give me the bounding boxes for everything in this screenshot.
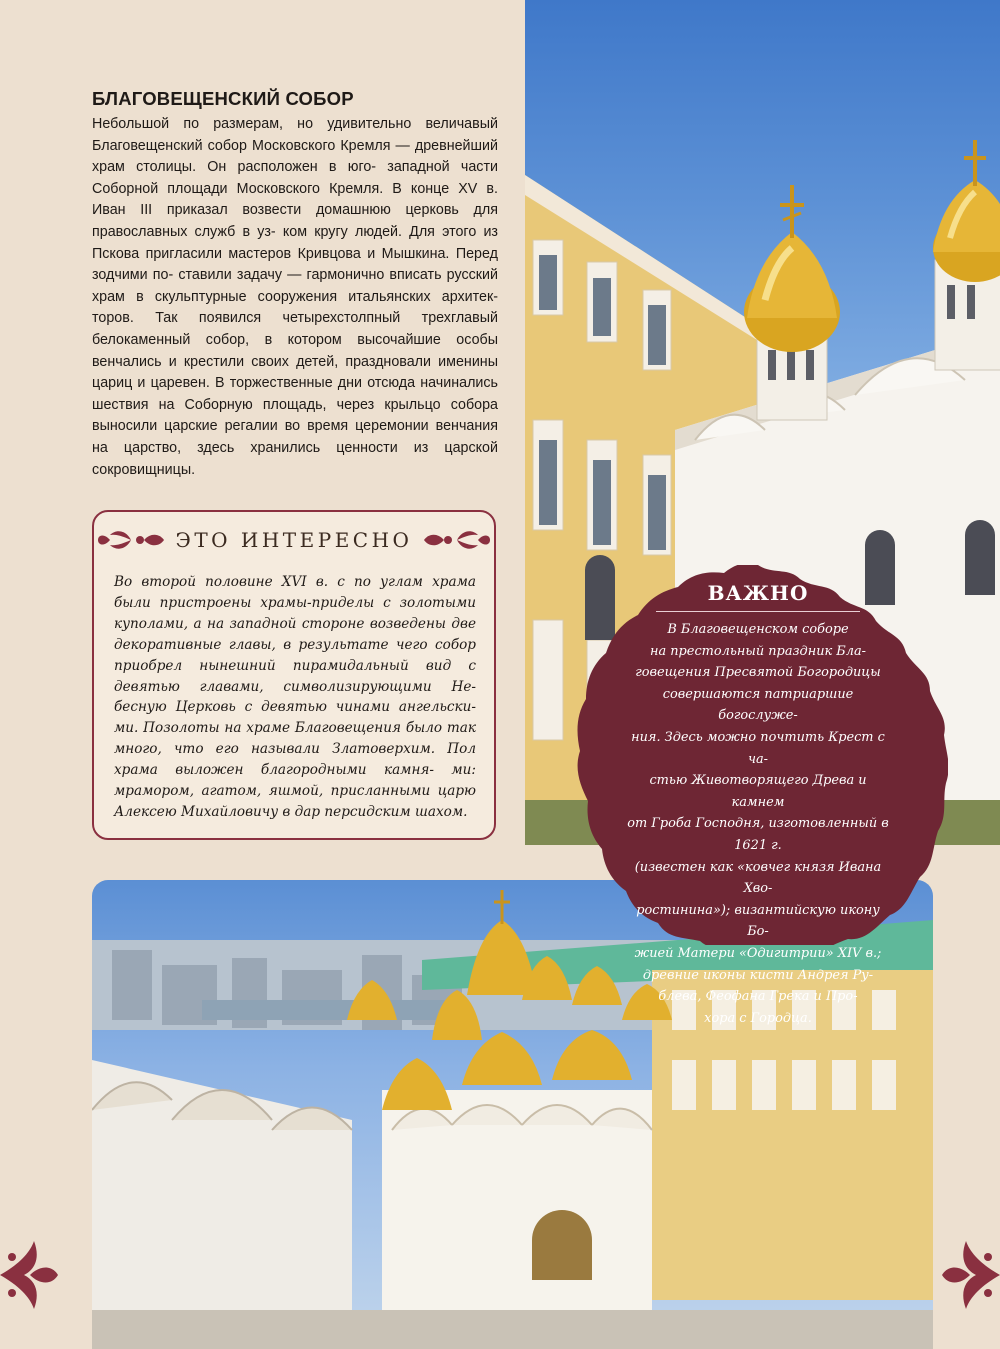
important-line: от Гроба Господня, изготовленный в 1621 г. [627,816,889,853]
article-line: мастеров Кривцова и Мышкина. Перед зодчими по- [92,245,498,284]
interesting-fact-box [92,510,496,840]
important-title: ВАЖНО [707,581,809,605]
article-line: Кремля. В конце XV в. Иван III приказал возвести [92,180,498,219]
article-body [92,114,498,481]
interesting-title: ЭТО ИНТЕРЕСНО [175,528,413,552]
important-line: стью Животворящего Древа и камнем [649,773,867,810]
article-line: домашнюю церковь для православных служб в уз- [92,202,498,240]
article-line: хранились ценности из царской сокровищницы. [92,439,498,478]
floral-ornament-icon [0,1235,60,1315]
interesting-line: ми: мрамором, агатом, яшмой, присланными [114,762,476,800]
floral-ornament-icon [422,525,492,555]
important-body [626,619,890,1029]
article-line: ком кругу людей. Для этого из Пскова пригласили [92,223,498,262]
important-line: говещения Пресвятой Богородицы [635,665,881,681]
interesting-line: так много, что его называли Златоверхим. [114,720,476,758]
article-line: торов. Так появился четырехстолпный трехглавый [92,310,498,327]
floral-ornament-icon [940,1235,1000,1315]
article-line: в скульптурные сооружения итальянских архитек- [136,288,498,305]
interesting-line: с девятью главами, символизирующими Не- [114,657,476,695]
important-line: (известен как «ковчег князя Ивана Хво- [634,859,882,897]
important-line: В Благовещенском соборе [667,622,849,637]
important-line: блева, Феофана Грека и Про- [658,989,858,1005]
article-line: именины цариц и царевен. В торжественные дни [92,353,498,392]
article-line: ставили задачу — гармонично вписать русский храм [92,267,498,305]
interesting-line: Пол храма выложен благородными камня- [114,741,476,779]
article-line: древнейший храм столицы. Он расположен в юго- [92,137,498,176]
interesting-line: две декоративные главы, в результате чего [114,615,476,653]
interesting-header [94,522,494,558]
article-line: венчались и крестили своих детей, праздновали [92,353,431,370]
important-line: совершаются патриаршие богослуже- [662,686,854,724]
important-line: древние иконы кисти Андрея Ру- [642,967,874,983]
interesting-line: Во второй половине XVI в. с по углам храма [114,574,476,590]
article-line: во время церемонии венчания на царство, здесь [92,418,498,456]
important-line: ния. Здесь можно почтить Крест с ча- [631,729,885,767]
article-line: через крыльцо собора выносили царские регалии [92,396,499,435]
important-line: хора с Городца. [704,1010,812,1026]
interesting-body [114,572,476,823]
interesting-line: шахом. [414,803,468,820]
article-line: белокаменный собор, в котором высочайшие особы [92,331,498,348]
interesting-line: собор приобрел нынешний пирамидальный вид [114,636,476,674]
interesting-line: царю Алексею Михайловичу в дар персидским [114,783,476,820]
floral-ornament-icon [96,525,166,555]
interesting-line: ми. Позолоты на храме Благовещения было [114,720,443,737]
interesting-line: были пристроены храмы-приделы с золотыми [114,594,476,611]
important-line: ростинина»); византийскую икону Бо- [636,902,880,940]
article-line: Благовещенский собор Московского Кремля — [92,137,410,154]
article-line: Небольшой по размерам, но удивительно величавый [92,116,498,132]
important-line: на престольный праздник Бла- [649,643,867,659]
article-line: западной части Соборной площади Московского [92,159,498,197]
important-divider [656,611,860,612]
article-line: отсюда начинались шествия на Соборную площадь, [92,375,498,413]
article-title: БЛАГОВЕЩЕНСКИЙ СОБОР [92,88,354,109]
interesting-line: куполами, а на западной стороне возведены [114,615,446,632]
important-note-seal [568,565,948,1026]
interesting-line: бесную Церковь с девятью чинами ангельски- [114,699,476,716]
important-line: жией Матери «Одигитрии» XIV в.; [634,945,882,961]
